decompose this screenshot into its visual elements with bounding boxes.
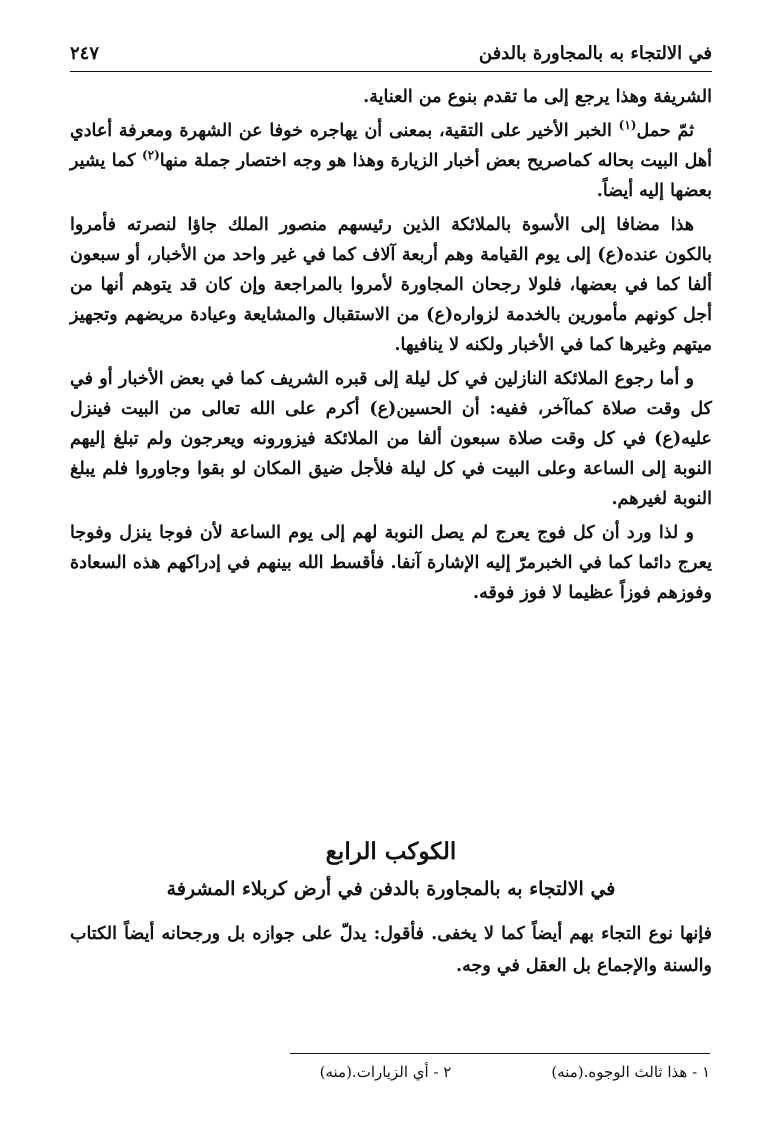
running-title: في الالتجاء به بالمجاورة بالدفن	[478, 42, 712, 64]
paragraph-1-text: الشريفة وهذا يرجع إلى ما تقدم بنوع من العناية.	[363, 87, 712, 107]
paragraph-3	[70, 210, 712, 360]
paragraph-4-text: و أما رجوع الملائكة النازلين في كل ليلة إلى قبره الشريف كما في بعض الأخبار أو في كل وقت صلاة كماآخر، ففيه: أن الحسين(ع) أكرم على الله تعالى من البيت فينزل عليه(ع) في كل وقت صلاة سبعون ألفا من الملائكة فيزورونه ويعرجون ولم تبلغ إليهم النوبة إلى الساعة وعلى البيت في كل ليلة فلأجل ضيق المكان لو بقوا وجاوروا فلم يبلغ النوبة لغيرهم.	[70, 369, 712, 509]
paragraph-2-text-b: الخبر الأخير على التقية، بمعنى أن يهاجره خوفا عن الشهرة ومعرفة أعادي أهل البيت بحاله كماصريح بعض أخبار الزيارة وهذا هو وجه اختصار جملة منها	[70, 121, 713, 171]
header-rule	[70, 71, 712, 72]
section-body	[70, 918, 712, 982]
footnote-rule	[290, 1053, 710, 1054]
paragraph-2	[70, 116, 712, 206]
paragraph-5	[70, 518, 712, 608]
paragraph-2-text-c: كما يشير بعضها إليه أيضاً.	[70, 151, 712, 201]
section-body-text: فإنها نوع التجاء بهم أيضاً كما لا يخفى. فأقول: يدلّ على جوازه بل ورجحانه أيضاً الكتاب والسنة والإجماع بل العقل في وجه.	[70, 924, 712, 976]
footnote-1: ١ - هذا ثالث الوجوه.(منه)	[551, 1063, 710, 1081]
paragraph-5-text: و لذا ورد أن كل فوج يعرج لم يصل النوبة لهم إلى يوم الساعة لأن فوجا ينزل وفوجا يعرج دائما كما في الخبرمرّ إليه الإشارة آنفا. فأقسط الله بينهم في إدراكهم هذه السعادة وفوزهم فوزاً عظيما لا فوز فوقه.	[70, 523, 712, 603]
paragraph-2-text-a: ثمّ حمل	[636, 121, 694, 141]
paragraph-1	[70, 82, 712, 112]
footnote-ref-2[interactable]: (٢)	[141, 148, 160, 163]
section-title: الكوكب الرابع	[325, 838, 457, 865]
section-subtitle: في الالتجاء به بالمجاورة بالدفن في أرض كربلاء المشرفة	[166, 878, 616, 900]
paragraph-4	[70, 364, 712, 514]
page-number: ٢٤٧	[70, 42, 100, 64]
paragraph-3-text: هذا مضافا إلى الأسوة بالملائكة الذين رئيسهم منصور الملك جاؤا لنصرته فأمروا بالكون عنده(ع) إلى يوم القيامة وهم أربعة آلاف كما في غير واحد من الأخبار، أو سبعون ألفا كما في بعضها، فلولا رجحان المجاورة لأمروا بالمراجعة وإن كان قد يتوهم أنها من أجل كونهم مأمورين بالخدمة لزواره(ع) من الاستقبال والمشايعة وعيادة مريضهم وتجهيز ميتهم وغيرها كما في الأخبار ولكنه لا ينافيها.	[70, 215, 712, 355]
footnote-2: ٢ - أي الزيارات.(منه)	[319, 1063, 452, 1081]
footnotes	[90, 1063, 710, 1081]
footnote-ref-1[interactable]: (١)	[618, 118, 637, 133]
page-header	[70, 36, 712, 70]
main-text	[70, 82, 712, 612]
